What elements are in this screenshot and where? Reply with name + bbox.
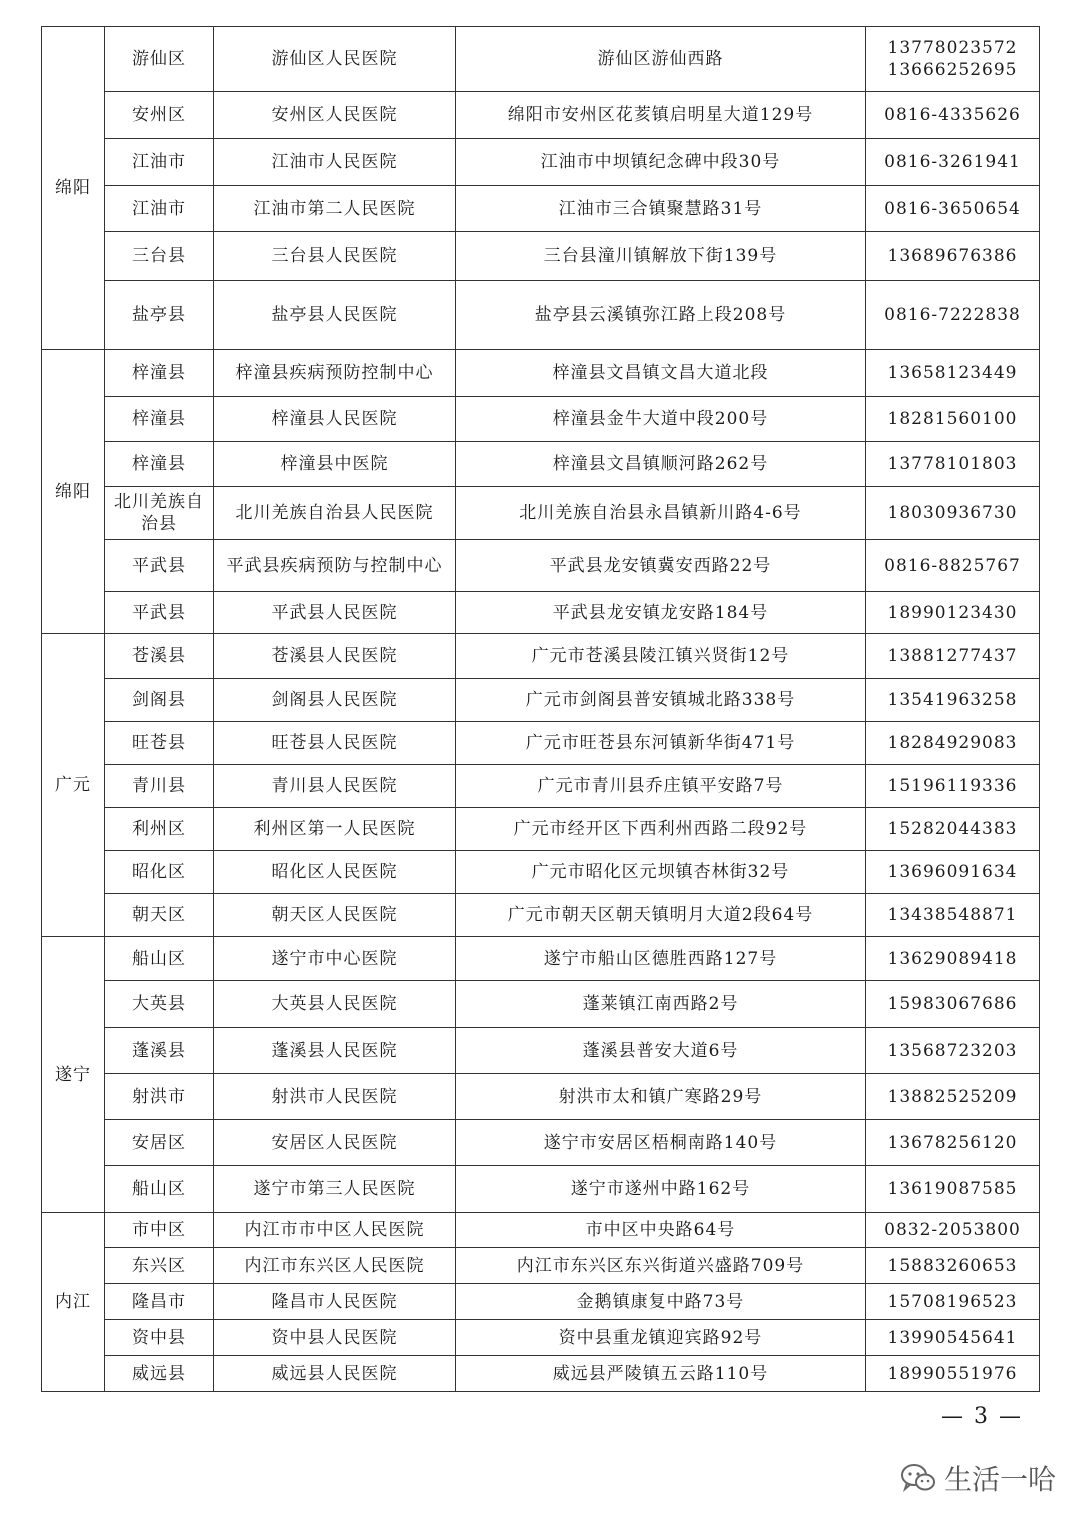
phone-cell: 0816-8825767 bbox=[866, 540, 1040, 592]
address-cell: 江油市三合镇聚慧路31号 bbox=[456, 186, 866, 232]
table-row bbox=[42, 1074, 1040, 1120]
table-row bbox=[42, 851, 1040, 894]
address-cell: 梓潼县金牛大道中段200号 bbox=[456, 397, 866, 442]
city-cell: 绵阳 bbox=[42, 27, 105, 350]
table-row bbox=[42, 722, 1040, 765]
phone-cell: 18284929083 bbox=[866, 722, 1040, 765]
hospital-table bbox=[41, 26, 1040, 1392]
hospital-cell: 遂宁市中心医院 bbox=[214, 937, 456, 981]
district-cell: 梓潼县 bbox=[105, 350, 214, 397]
district-cell: 北川羌族自治县 bbox=[105, 487, 214, 540]
phone-cell: 13696091634 bbox=[866, 851, 1040, 894]
table-row bbox=[42, 281, 1040, 350]
table-row bbox=[42, 1166, 1040, 1213]
district-cell: 射洪市 bbox=[105, 1074, 214, 1120]
address-cell: 遂宁市船山区德胜西路127号 bbox=[456, 937, 866, 981]
district-cell: 安居区 bbox=[105, 1120, 214, 1166]
address-cell: 三台县潼川镇解放下街139号 bbox=[456, 232, 866, 281]
phone-cell: 15282044383 bbox=[866, 808, 1040, 851]
district-cell: 昭化区 bbox=[105, 851, 214, 894]
address-cell: 射洪市太和镇广寒路29号 bbox=[456, 1074, 866, 1120]
hospital-cell: 青川县人民医院 bbox=[214, 765, 456, 808]
table-row bbox=[42, 808, 1040, 851]
table-row bbox=[42, 765, 1040, 808]
address-cell: 盐亭县云溪镇弥江路上段208号 bbox=[456, 281, 866, 350]
address-cell: 遂宁市遂州中路162号 bbox=[456, 1166, 866, 1213]
phone-cell: 13658123449 bbox=[866, 350, 1040, 397]
table-row bbox=[42, 1028, 1040, 1074]
city-cell: 内江 bbox=[42, 1213, 105, 1392]
table-row bbox=[42, 442, 1040, 487]
phone-cell: 15983067686 bbox=[866, 981, 1040, 1028]
table-row bbox=[42, 981, 1040, 1028]
address-cell: 江油市中坝镇纪念碑中段30号 bbox=[456, 139, 866, 186]
phone-cell: 13438548871 bbox=[866, 894, 1040, 937]
hospital-cell: 蓬溪县人民医院 bbox=[214, 1028, 456, 1074]
table-row bbox=[42, 1320, 1040, 1356]
phone-cell: 15196119336 bbox=[866, 765, 1040, 808]
phone-cell: 13990545641 bbox=[866, 1320, 1040, 1356]
district-cell: 梓潼县 bbox=[105, 397, 214, 442]
hospital-cell: 苍溪县人民医院 bbox=[214, 634, 456, 679]
hospital-cell: 盐亭县人民医院 bbox=[214, 281, 456, 350]
hospital-cell: 旺苍县人民医院 bbox=[214, 722, 456, 765]
hospital-cell: 平武县人民医院 bbox=[214, 592, 456, 634]
phone-cell: 0816-3650654 bbox=[866, 186, 1040, 232]
page-number: — 3 — bbox=[941, 1404, 1023, 1429]
address-cell: 市中区中央路64号 bbox=[456, 1213, 866, 1248]
hospital-cell: 梓潼县中医院 bbox=[214, 442, 456, 487]
address-cell: 广元市剑阁县普安镇城北路338号 bbox=[456, 679, 866, 722]
hospital-cell: 遂宁市第三人民医院 bbox=[214, 1166, 456, 1213]
address-cell: 平武县龙安镇冀安西路22号 bbox=[456, 540, 866, 592]
table-row bbox=[42, 1284, 1040, 1320]
phone-cell: 15883260653 bbox=[866, 1248, 1040, 1284]
phone-cell: 13629089418 bbox=[866, 937, 1040, 981]
phone-cell: 13619087585 bbox=[866, 1166, 1040, 1213]
hospital-cell: 江油市第二人民医院 bbox=[214, 186, 456, 232]
hospital-cell: 资中县人民医院 bbox=[214, 1320, 456, 1356]
district-cell: 大英县 bbox=[105, 981, 214, 1028]
district-cell: 东兴区 bbox=[105, 1248, 214, 1284]
address-cell: 绵阳市安州区花荄镇启明星大道129号 bbox=[456, 92, 866, 139]
table-row bbox=[42, 540, 1040, 592]
table-row bbox=[42, 1213, 1040, 1248]
address-cell: 北川羌族自治县永昌镇新川路4-6号 bbox=[456, 487, 866, 540]
hospital-cell: 三台县人民医院 bbox=[214, 232, 456, 281]
address-cell: 梓潼县文昌镇顺河路262号 bbox=[456, 442, 866, 487]
district-cell: 苍溪县 bbox=[105, 634, 214, 679]
phone-cell bbox=[866, 27, 1040, 92]
hospital-cell: 射洪市人民医院 bbox=[214, 1074, 456, 1120]
district-cell: 蓬溪县 bbox=[105, 1028, 214, 1074]
address-cell: 广元市苍溪县陵江镇兴贤街12号 bbox=[456, 634, 866, 679]
table-row bbox=[42, 592, 1040, 634]
address-cell: 广元市青川县乔庄镇平安路7号 bbox=[456, 765, 866, 808]
district-cell: 三台县 bbox=[105, 232, 214, 281]
district-cell: 平武县 bbox=[105, 592, 214, 634]
wechat-icon bbox=[900, 1463, 936, 1493]
address-cell: 威远县严陵镇五云路110号 bbox=[456, 1356, 866, 1392]
table-row bbox=[42, 679, 1040, 722]
hospital-cell: 梓潼县疾病预防控制中心 bbox=[214, 350, 456, 397]
phone-line: 13666252695 bbox=[887, 60, 1018, 80]
phone-cell: 18030936730 bbox=[866, 487, 1040, 540]
district-cell: 威远县 bbox=[105, 1356, 214, 1392]
table-row bbox=[42, 186, 1040, 232]
phone-cell: 13689676386 bbox=[866, 232, 1040, 281]
address-cell: 梓潼县文昌镇文昌大道北段 bbox=[456, 350, 866, 397]
district-cell: 市中区 bbox=[105, 1213, 214, 1248]
hospital-cell: 内江市东兴区人民医院 bbox=[214, 1248, 456, 1284]
phone-cell: 13678256120 bbox=[866, 1120, 1040, 1166]
city-cell: 广元 bbox=[42, 634, 105, 937]
district-cell: 船山区 bbox=[105, 1166, 214, 1213]
table-row bbox=[42, 27, 1040, 92]
table-row bbox=[42, 232, 1040, 281]
address-cell: 广元市朝天区朝天镇明月大道2段64号 bbox=[456, 894, 866, 937]
district-cell: 盐亭县 bbox=[105, 281, 214, 350]
district-cell: 梓潼县 bbox=[105, 442, 214, 487]
district-cell: 游仙区 bbox=[105, 27, 214, 92]
phone-cell: 13541963258 bbox=[866, 679, 1040, 722]
district-cell: 剑阁县 bbox=[105, 679, 214, 722]
address-cell: 内江市东兴区东兴街道兴盛路709号 bbox=[456, 1248, 866, 1284]
address-cell: 平武县龙安镇龙安路184号 bbox=[456, 592, 866, 634]
district-cell: 利州区 bbox=[105, 808, 214, 851]
phone-cell: 15708196523 bbox=[866, 1284, 1040, 1320]
hospital-cell: 北川羌族自治县人民医院 bbox=[214, 487, 456, 540]
phone-cell: 18281560100 bbox=[866, 397, 1040, 442]
phone-cell: 0816-3261941 bbox=[866, 139, 1040, 186]
table-row bbox=[42, 937, 1040, 981]
hospital-cell: 梓潼县人民医院 bbox=[214, 397, 456, 442]
hospital-cell: 威远县人民医院 bbox=[214, 1356, 456, 1392]
hospital-cell: 朝天区人民医院 bbox=[214, 894, 456, 937]
address-cell: 广元市昭化区元坝镇杏林街32号 bbox=[456, 851, 866, 894]
hospital-cell: 安州区人民医院 bbox=[214, 92, 456, 139]
district-cell: 船山区 bbox=[105, 937, 214, 981]
watermark bbox=[900, 1458, 1056, 1498]
address-cell: 金鹅镇康复中路73号 bbox=[456, 1284, 866, 1320]
hospital-cell: 利州区第一人民医院 bbox=[214, 808, 456, 851]
hospital-cell: 大英县人民医院 bbox=[214, 981, 456, 1028]
address-cell: 广元市经开区下西利州西路二段92号 bbox=[456, 808, 866, 851]
hospital-cell: 内江市市中区人民医院 bbox=[214, 1213, 456, 1248]
address-cell: 游仙区游仙西路 bbox=[456, 27, 866, 92]
phone-cell: 0816-4335626 bbox=[866, 92, 1040, 139]
table-row bbox=[42, 139, 1040, 186]
phone-cell: 13778101803 bbox=[866, 442, 1040, 487]
city-cell: 遂宁 bbox=[42, 937, 105, 1213]
district-cell: 隆昌市 bbox=[105, 1284, 214, 1320]
hospital-cell: 游仙区人民医院 bbox=[214, 27, 456, 92]
hospital-cell: 江油市人民医院 bbox=[214, 139, 456, 186]
phone-cell: 18990551976 bbox=[866, 1356, 1040, 1392]
phone-cell: 13882525209 bbox=[866, 1074, 1040, 1120]
table-row bbox=[42, 894, 1040, 937]
table-row bbox=[42, 92, 1040, 139]
watermark-text: 生活一哈 bbox=[944, 1463, 1057, 1496]
address-cell: 蓬溪县普安大道6号 bbox=[456, 1028, 866, 1074]
city-cell: 绵阳 bbox=[42, 350, 105, 634]
hospital-table-body bbox=[42, 27, 1040, 1392]
table-row bbox=[42, 1120, 1040, 1166]
table-row bbox=[42, 397, 1040, 442]
district-cell: 江油市 bbox=[105, 139, 214, 186]
district-cell: 平武县 bbox=[105, 540, 214, 592]
hospital-cell: 剑阁县人民医院 bbox=[214, 679, 456, 722]
table-row bbox=[42, 487, 1040, 540]
address-cell: 资中县重龙镇迎宾路92号 bbox=[456, 1320, 866, 1356]
table-row bbox=[42, 1248, 1040, 1284]
hospital-cell: 昭化区人民医院 bbox=[214, 851, 456, 894]
table-row bbox=[42, 350, 1040, 397]
table-row bbox=[42, 1356, 1040, 1392]
phone-cell: 0816-7222838 bbox=[866, 281, 1040, 350]
phone-cell: 13881277437 bbox=[866, 634, 1040, 679]
district-cell: 青川县 bbox=[105, 765, 214, 808]
phone-cell: 0832-2053800 bbox=[866, 1213, 1040, 1248]
hospital-cell: 平武县疾病预防与控制中心 bbox=[214, 540, 456, 592]
hospital-cell: 安居区人民医院 bbox=[214, 1120, 456, 1166]
district-cell: 安州区 bbox=[105, 92, 214, 139]
phone-cell: 18990123430 bbox=[866, 592, 1040, 634]
table-row bbox=[42, 634, 1040, 679]
address-cell: 遂宁市安居区梧桐南路140号 bbox=[456, 1120, 866, 1166]
district-cell: 江油市 bbox=[105, 186, 214, 232]
district-cell: 朝天区 bbox=[105, 894, 214, 937]
phone-cell: 13568723203 bbox=[866, 1028, 1040, 1074]
hospital-cell: 隆昌市人民医院 bbox=[214, 1284, 456, 1320]
phone-line: 13778023572 bbox=[887, 38, 1018, 58]
district-cell: 旺苍县 bbox=[105, 722, 214, 765]
district-cell: 资中县 bbox=[105, 1320, 214, 1356]
address-cell: 广元市旺苍县东河镇新华街471号 bbox=[456, 722, 866, 765]
address-cell: 蓬莱镇江南西路2号 bbox=[456, 981, 866, 1028]
